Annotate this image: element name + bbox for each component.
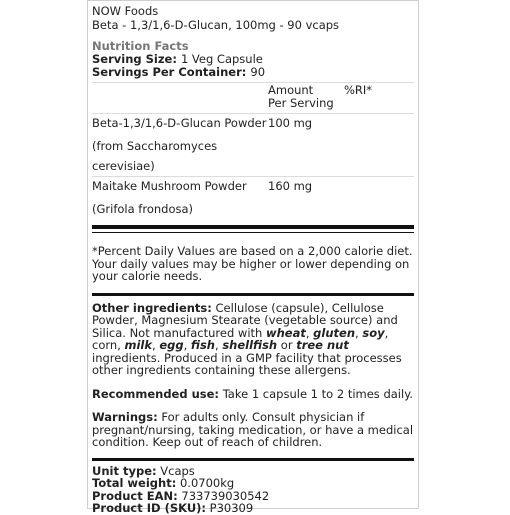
nutrition-table-header (92, 83, 414, 114)
allergen: fish (190, 338, 215, 352)
table-row (92, 177, 414, 200)
servings-label: Servings Per Container: (92, 65, 247, 79)
allergen: wheat (265, 325, 306, 340)
ingredient-source: (Grifola frondosa) (92, 202, 194, 216)
total-weight: Total weight: 0.0700kg (92, 476, 235, 490)
allergen: egg (159, 338, 184, 352)
product-info (92, 465, 414, 515)
allergen: shellfish (222, 338, 278, 352)
nutrition-facts-title: Nutrition Facts (92, 39, 189, 53)
thin-divider (92, 232, 414, 233)
ingredient-name: Beta-1,3/1,6-D-Glucan Powder (92, 114, 268, 137)
section-divider (92, 293, 414, 296)
allergen: gluten (313, 325, 356, 340)
allergen: tree nut (296, 338, 349, 352)
serving-size-label: Serving Size: (92, 52, 177, 66)
daily-values-note: *Percent Daily Values are based on a 2,000 calorie diet. Your daily values may be higher or lower depending on your calorie needs. (92, 244, 413, 283)
section-divider (92, 458, 414, 461)
servings-value: 90 (250, 65, 266, 79)
recommended-use: Recommended use: Take 1 capsule 1 to 2 times daily. (92, 386, 414, 401)
product-sku: Product ID (SKU): P30309 (92, 501, 254, 515)
ingredient-source: cerevisiae) (92, 159, 155, 173)
table-row-note (92, 199, 414, 219)
nutrition-table (92, 82, 414, 219)
table-row (92, 114, 414, 137)
ingredient-amount: 100 mg (268, 114, 344, 137)
warnings: Warnings: For adults only. Consult physician if pregnant/nursing, taking medication, or have a medical condition. Keep out of reach of children. (92, 410, 414, 449)
ingredient-name: Maitake Mushroom Powder (92, 177, 268, 200)
table-row-note (92, 136, 414, 156)
thick-divider (92, 225, 414, 229)
product-title: Beta - 1,3/1,6-D-Glucan, 100mg - 90 vcaps (92, 18, 340, 32)
supplement-facts-panel (87, 0, 419, 515)
brand-name: NOW Foods (92, 4, 159, 18)
unit-type: Unit type: Vcaps (92, 463, 195, 478)
ingredient-source: (from Saccharomyces (92, 139, 218, 153)
other-ingredients: Other ingredients: Cellulose (capsule), Cellulose Powder, Magnesium Stearate (vegetable source) and Silica. Not manufactured with wheat, gluten, soy, corn, milk, egg, fish, shellfish or tree nut ingredients. Produced in a GMP facility that processes other ingredients containing these allergens. (92, 300, 402, 377)
allergen: soy (362, 325, 385, 340)
serving-size-value: 1 Veg Capsule (180, 52, 263, 66)
other-ingredients-label: Other ingredients: (92, 300, 212, 315)
ri-column-header: %RI* (344, 83, 414, 114)
product-ean: Product EAN: 733739030542 (92, 488, 270, 503)
table-row-note (92, 156, 414, 177)
servings-per-container (92, 66, 414, 79)
allergen: milk (124, 338, 153, 352)
amount-column-header: Amount Per Serving (268, 83, 344, 114)
ingredient-amount: 160 mg (268, 177, 344, 200)
